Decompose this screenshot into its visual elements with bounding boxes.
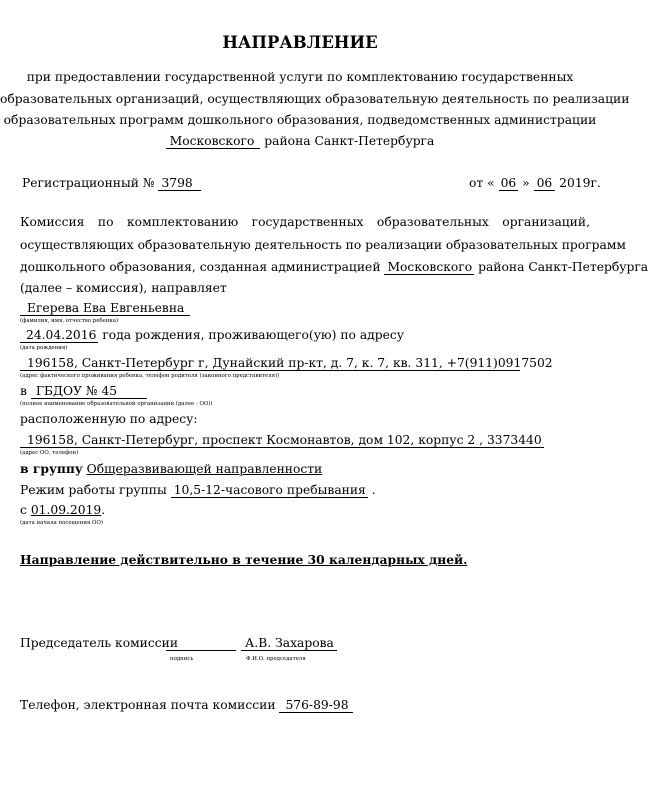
body-line-4: (далее – комиссия), направляет (20, 281, 227, 295)
organization-address-row (20, 433, 544, 448)
body-line-1: Комиссия по комплектованию государственных образовательных организаций, (20, 215, 590, 229)
organization-name: ГБДОУ № 45 (31, 384, 147, 399)
start-date: 01.09.2019 (30, 503, 102, 517)
group-mode-value: 10,5-12-часового пребывания (171, 483, 368, 498)
registration-number: 3798 (158, 176, 200, 191)
start-date-caption: (дата начала посещения ОО) (20, 520, 103, 526)
birth-row (20, 328, 404, 343)
birth-suffix: года рождения, проживающего(ую) по адресу (102, 328, 405, 342)
contact-value: 576-89-98 (279, 698, 352, 713)
contact-label: Телефон, электронная почта комиссии (20, 698, 276, 712)
body-line-2: осуществляющих образовательную деятельность по реализации образовательных программ (20, 238, 626, 252)
date-day: 06 (500, 176, 517, 190)
child-name: Егерева Ева Евгеньевна (20, 301, 190, 316)
body-line-3-prefix: дошкольного образования, созданная администрацией (20, 260, 381, 274)
start-date-row (20, 503, 105, 517)
organization-located-label: расположенную по адресу: (20, 412, 198, 426)
date-prefix: от « (469, 176, 495, 190)
child-name-caption: (фамилия, имя, отчество ребенка) (20, 318, 119, 324)
document-title: НАПРАВЛЕНИЕ (222, 33, 378, 52)
group-mode-row (20, 483, 376, 498)
child-name-row (20, 301, 190, 316)
organization-address: 196158, Санкт-Петербург, проспект Космонавтов, дом 102, корпус 2 , 3373440 (20, 433, 544, 448)
group-mode-label: Режим работы группы (20, 483, 167, 497)
organization-address-caption: (адрес ОО, телефон) (20, 450, 79, 456)
group-mode-end: . (371, 483, 376, 497)
start-prefix: с (20, 503, 27, 517)
body-line-3-suffix: района Санкт-Петербурга (478, 260, 648, 274)
registration-number-row (22, 176, 201, 191)
group-row (20, 461, 322, 476)
group-label: в группу (20, 461, 83, 476)
subtitle-line-3: образовательных программ дошкольного образования, подведомственных администрации (3, 113, 597, 127)
signature-line (166, 650, 236, 651)
signature-name-caption: Ф.И.О. председателя (246, 656, 306, 662)
subtitle-line-1: при предоставлении государственной услуги по комплектованию государственных (26, 70, 574, 84)
date-month: 06 (534, 176, 556, 191)
organization-prefix: в (20, 384, 27, 398)
body-line-3 (20, 260, 648, 275)
signature-label: Председатель комиссии (20, 636, 179, 650)
body-district: Московского (384, 260, 474, 275)
organization-caption: (полное наименование образовательной организации (далее - ОО)) (20, 401, 213, 407)
date-year: 2019г. (559, 176, 601, 190)
subtitle-line-4 (0, 134, 600, 149)
signature-caption: подпись (170, 656, 194, 662)
signature-name: А.В. Захарова (241, 636, 337, 651)
child-address: 196158, Санкт-Петербург г, Дунайский пр-кт, д. 7, к. 7, кв. 311, +7(911)0917502 (20, 356, 520, 371)
birth-caption: (дата рождения) (20, 345, 68, 351)
subtitle-line-4-suffix: района Санкт-Петербурга (264, 134, 435, 148)
validity-notice: Направление действительно в течение 30 календарных дней. (20, 552, 468, 567)
subtitle-line-2: образовательных организаций, осуществляющих образовательную деятельность по реализации (0, 92, 630, 106)
contact-row (20, 698, 353, 713)
group-value: Общеразвивающей направленности (86, 462, 323, 476)
registration-date-row (469, 176, 601, 191)
date-mid: » (522, 176, 530, 190)
subtitle-district: Московского (166, 134, 261, 149)
organization-row (20, 384, 147, 399)
registration-label: Регистрационный № (22, 176, 155, 190)
signature-name-row (241, 636, 337, 651)
start-end: . (101, 503, 106, 517)
child-address-caption: (адрес фактического проживания ребенка, телефон родителя (законного представителя)) (20, 373, 280, 379)
child-address-row (20, 356, 553, 371)
birth-date: 24.04.2016 (20, 328, 98, 343)
